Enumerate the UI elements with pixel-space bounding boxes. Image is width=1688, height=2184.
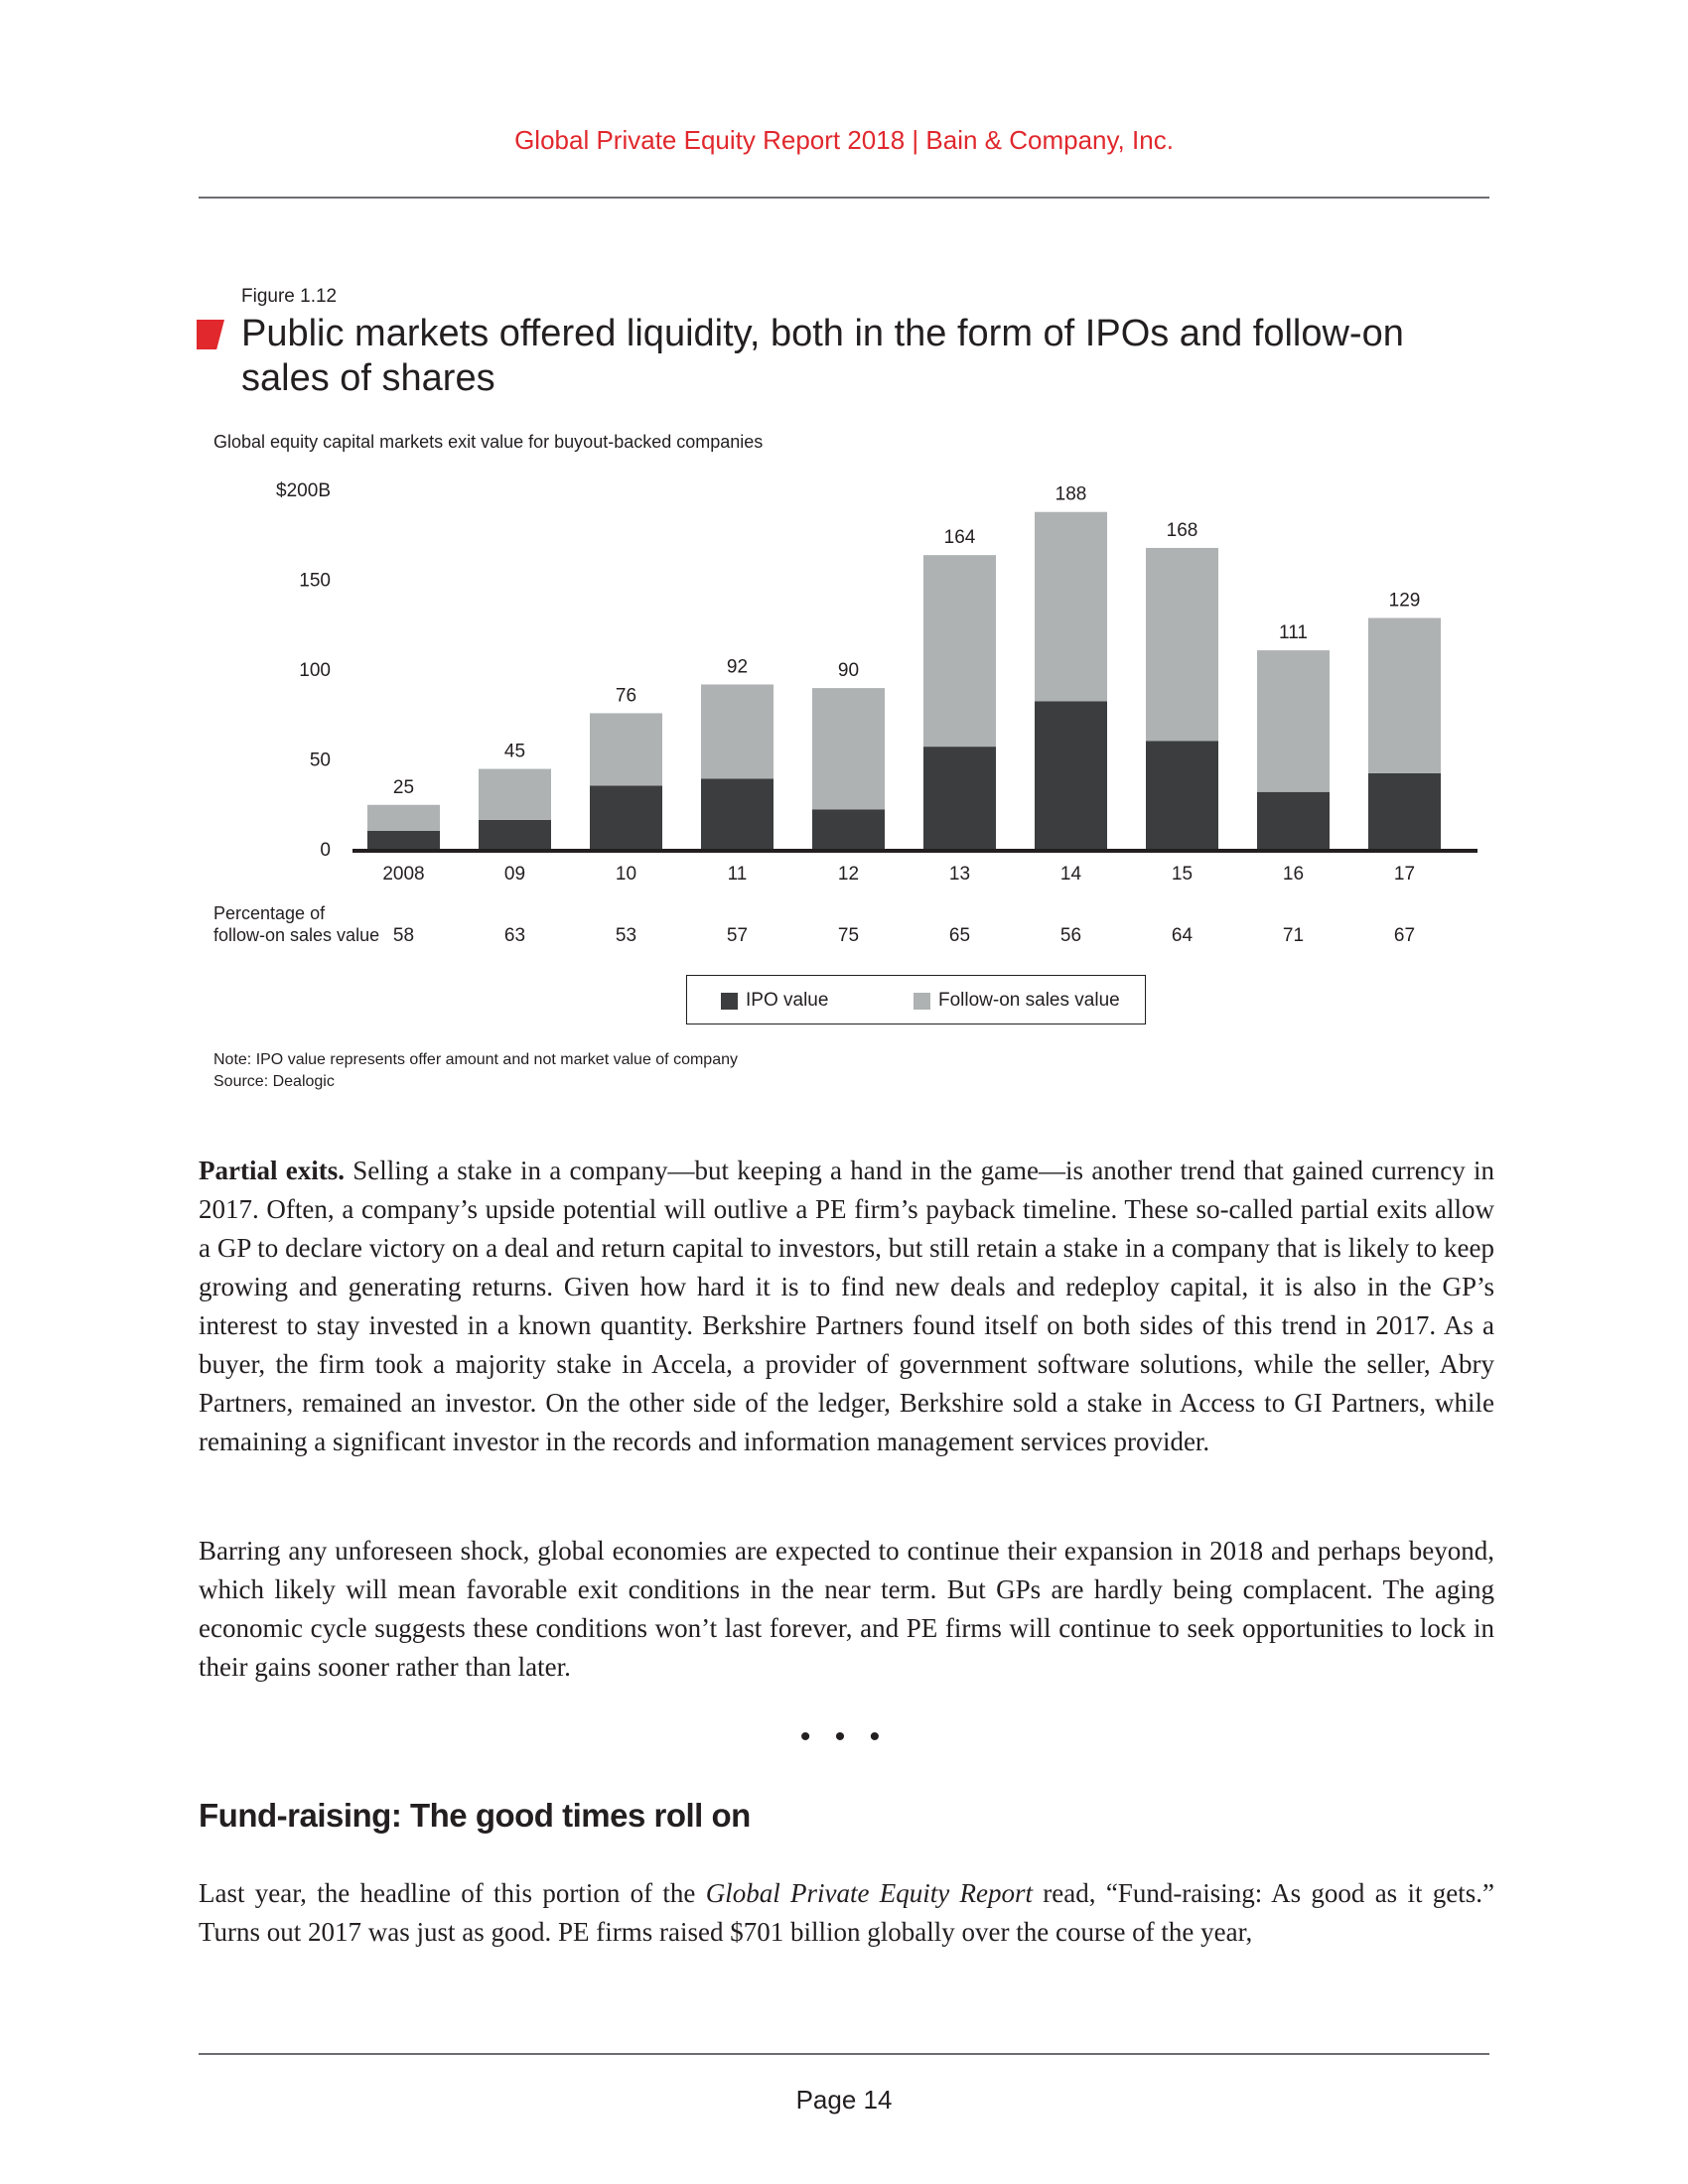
follow-on-row-label-2: follow-on sales value bbox=[213, 925, 380, 945]
bar-ipo-15 bbox=[1146, 741, 1218, 850]
bar-total-label: 129 bbox=[1388, 590, 1421, 612]
bar-follow-on-11 bbox=[701, 684, 774, 778]
follow-on-pct-label: 58 bbox=[392, 925, 415, 946]
x-tick-label: 13 bbox=[948, 864, 971, 885]
footer-divider bbox=[199, 2053, 1489, 2055]
follow-on-pct-label: 67 bbox=[1393, 925, 1416, 946]
paragraph-text-a: Last year, the headline of this portion of the bbox=[199, 1878, 706, 1908]
y-tick-label: 150 bbox=[299, 570, 331, 592]
bar-follow-on-16 bbox=[1257, 650, 1330, 792]
figure-notes bbox=[213, 1049, 738, 1093]
bar-total-label: 111 bbox=[1279, 622, 1308, 644]
chart-legend bbox=[686, 975, 1146, 1024]
chart-subtitle: Global equity capital markets exit value for buyout-backed companies bbox=[213, 432, 764, 452]
bar-ipo-16 bbox=[1257, 792, 1330, 850]
stacked-bar-chart bbox=[199, 472, 1489, 1027]
follow-on-pct-label: 56 bbox=[1059, 925, 1082, 946]
bar-follow-on-12 bbox=[812, 688, 885, 809]
follow-on-pct-label: 64 bbox=[1171, 925, 1194, 946]
paragraph-text-b: read, “Fund-raising: As good as it gets.” Turns out 2017 was just as good. PE firms raised $701 billion globally over the course of the year, bbox=[199, 1878, 1495, 1947]
bar-total-label: 25 bbox=[392, 776, 415, 798]
bar-follow-on-17 bbox=[1368, 618, 1441, 773]
bar-follow-on-15 bbox=[1146, 548, 1218, 742]
figure-marker-icon bbox=[197, 320, 224, 349]
bar-total-label: 45 bbox=[503, 741, 526, 762]
x-tick-label: 15 bbox=[1171, 864, 1194, 885]
bar-total-label: 188 bbox=[1055, 483, 1087, 505]
follow-on-pct-label: 63 bbox=[503, 925, 526, 946]
x-tick-label: 10 bbox=[615, 864, 637, 885]
paragraph-italic-title: Global Private Equity Report bbox=[705, 1878, 1034, 1908]
paragraph-partial-exits bbox=[199, 1152, 1494, 1461]
y-tick-label: 50 bbox=[309, 750, 331, 771]
legend-label-ipo: IPO value bbox=[746, 990, 829, 1011]
x-tick-label: 14 bbox=[1059, 864, 1082, 885]
y-tick-label: 100 bbox=[299, 660, 331, 681]
section-heading: Fund-raising: The good times roll on bbox=[199, 1797, 751, 1834]
paragraph-text: Selling a stake in a company—but keeping a hand in the game—is another trend that gained currency in 2017. Often, a company’s upside potential will outlive a PE firm’s payback timeline. These so-called partial exits allow a GP to declare victory on a deal and return capital to investors, but still retain a stake in a company that is likely to keep growing and generating returns. Given how hard it is to find new deals and redeploy capital, it is also in the GP’s interest to stay invested in a known quantity. Berkshire Partners found itself on both sides of this trend in 2017. As a buyer, the firm took a majority stake in Accela, a provider of government software solutions, while the seller, Abry Partners, remained an investor. On the other side of the ledger, Berkshire sold a stake in Access to GI Partners, while remaining a significant investor in the records and information management services provider. bbox=[199, 1156, 1494, 1456]
bar-follow-on-09 bbox=[479, 769, 551, 820]
header-divider bbox=[199, 197, 1489, 199]
bar-ipo-11 bbox=[701, 778, 774, 850]
legend-swatch-follow-on bbox=[914, 993, 930, 1010]
x-tick-label: 2008 bbox=[382, 864, 425, 885]
page-number: Page 14 bbox=[795, 2085, 893, 2115]
bar-total-label: 92 bbox=[726, 656, 749, 678]
bar-ipo-2008 bbox=[367, 831, 440, 850]
bar-ipo-17 bbox=[1368, 773, 1441, 850]
bar-total-label: 90 bbox=[837, 660, 860, 682]
figure-source: Source: Dealogic bbox=[213, 1073, 335, 1090]
bar-follow-on-10 bbox=[590, 713, 662, 785]
figure-label: Figure 1.12 bbox=[241, 286, 338, 307]
paragraph-lead: Partial exits. bbox=[199, 1156, 345, 1185]
follow-on-pct-label: 57 bbox=[726, 925, 749, 946]
report-header: Global Private Equity Report 2018 | Bain & Company, Inc. bbox=[514, 125, 1174, 155]
bar-total-label: 76 bbox=[615, 685, 637, 707]
bar-follow-on-2008 bbox=[367, 805, 440, 831]
x-tick-label: 17 bbox=[1393, 864, 1416, 885]
x-tick-label: 12 bbox=[837, 864, 860, 885]
bar-total-label: 168 bbox=[1166, 519, 1198, 541]
legend-swatch-ipo bbox=[721, 993, 738, 1010]
bar-total-label: 164 bbox=[943, 527, 976, 549]
paragraph-outlook: Barring any unforeseen shock, global economies are expected to continue their expansion in 2018 and perhaps beyond, which likely will mean favorable exit conditions in the near term. But GPs are hardly being complacent. The aging economic cycle suggests these conditions won’t last forever, and PE firms will continue to seek opportunities to lock in their gains sooner rather than later. bbox=[199, 1536, 1494, 1682]
legend-item-ipo bbox=[721, 990, 828, 1012]
follow-on-row-label-1: Percentage of bbox=[213, 903, 326, 923]
y-tick-label: 0 bbox=[320, 840, 331, 861]
bar-follow-on-14 bbox=[1035, 512, 1107, 702]
figure-title: Public markets offered liquidity, both in the form of IPOs and follow-on sales of shares bbox=[241, 313, 1404, 399]
follow-on-pct-label: 75 bbox=[837, 925, 860, 946]
y-tick-label: $200B bbox=[276, 480, 331, 501]
bar-ipo-10 bbox=[590, 785, 662, 850]
follow-on-pct-label: 53 bbox=[615, 925, 637, 946]
bar-ipo-12 bbox=[812, 809, 885, 850]
x-tick-label: 16 bbox=[1282, 864, 1305, 885]
legend-label-follow-on: Follow-on sales value bbox=[938, 990, 1120, 1011]
bar-ipo-09 bbox=[479, 820, 551, 850]
bar-ipo-14 bbox=[1035, 701, 1107, 850]
chart-canvas bbox=[199, 472, 1489, 968]
section-separator: • • • bbox=[799, 1720, 889, 1753]
paragraph-fund-raising bbox=[199, 1874, 1494, 1952]
bar-follow-on-13 bbox=[923, 555, 996, 747]
follow-on-pct-label: 65 bbox=[948, 925, 971, 946]
figure-note: Note: IPO value represents offer amount and not market value of company bbox=[213, 1051, 738, 1068]
bar-ipo-13 bbox=[923, 747, 996, 850]
x-tick-label: 11 bbox=[727, 864, 748, 885]
legend-item-follow-on bbox=[914, 990, 1120, 1012]
x-tick-label: 09 bbox=[503, 864, 526, 885]
follow-on-pct-label: 71 bbox=[1282, 925, 1305, 946]
